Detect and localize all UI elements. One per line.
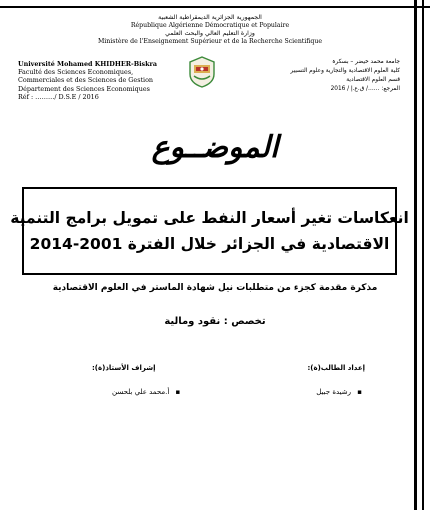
- supervisor-name-row: [112, 388, 180, 396]
- subject-heading: الموضــوع: [151, 130, 279, 165]
- faculty-fr: Faculté des Sciences Economiques,: [18, 68, 134, 77]
- header-ar-republic: الجمهورية الجزائرية الديمقراطية الشعبية: [158, 14, 262, 21]
- reference-ar: المرجع: ……/ ق.ع.إ / 2016: [330, 86, 400, 92]
- bullet-icon: ▪: [175, 388, 181, 396]
- university-name-ar: جامعة محمد خيضر – بسكرة: [332, 59, 400, 65]
- thesis-title-line-1: انعكاسات تغير أسعار النفط على تمويل برامج التنمية: [10, 209, 409, 227]
- department-fr: Département des Sciences Economiques: [18, 84, 150, 93]
- student-label: إعداد الطالب(ة):: [307, 364, 365, 372]
- bullet-icon: ▪: [357, 388, 362, 396]
- header-fr-ministry: Ministère de l'Enseignement Supérieur et de la Recherche Scientifique: [97, 38, 323, 45]
- memo-description: مذكرة مقدمة كجزء من متطلبات نيل شهادة الماستر في العلوم الاقتصادية: [52, 283, 378, 293]
- header-center: [90, 14, 330, 46]
- header-ar-ministry: وزارة التعليم العالي والبحث العلمي: [165, 30, 255, 37]
- thesis-title-box: [10, 187, 409, 275]
- supervisor-label: إشراف الأستاذ(ة):: [92, 364, 156, 372]
- department-ar: قسم العلوم الاقتصادية: [346, 77, 400, 83]
- header-fr-republic: République Algérienne Démocratique et Populaire: [130, 22, 290, 29]
- thesis-title-line-2: الاقتصادية في الجزائر خلال الفترة 2001-2014: [29, 235, 390, 253]
- student-name-row: [316, 388, 362, 396]
- supervisor-name: أ.محمد علي بلحسن: [112, 388, 170, 396]
- faculty-fr-2: Commerciales et des Sciences de Gestion: [18, 76, 154, 85]
- university-fr-block: [18, 60, 188, 101]
- student-name: رشيدة جبيل: [316, 388, 352, 396]
- university-ar-block: [250, 58, 400, 94]
- specialty: تخصص : نقود ومالية: [164, 316, 266, 327]
- university-name-fr: Université Mohamed KHIDHER-Biskra: [18, 60, 158, 68]
- top-border: [0, 6, 430, 12]
- faculty-ar: كلية العلوم الاقتصادية والتجارية وعلوم التسيير: [290, 68, 400, 74]
- reference-fr: Réf : ………/ D.S.E / 2016: [18, 92, 99, 101]
- right-border: [414, 0, 424, 510]
- university-logo-icon: [188, 56, 216, 88]
